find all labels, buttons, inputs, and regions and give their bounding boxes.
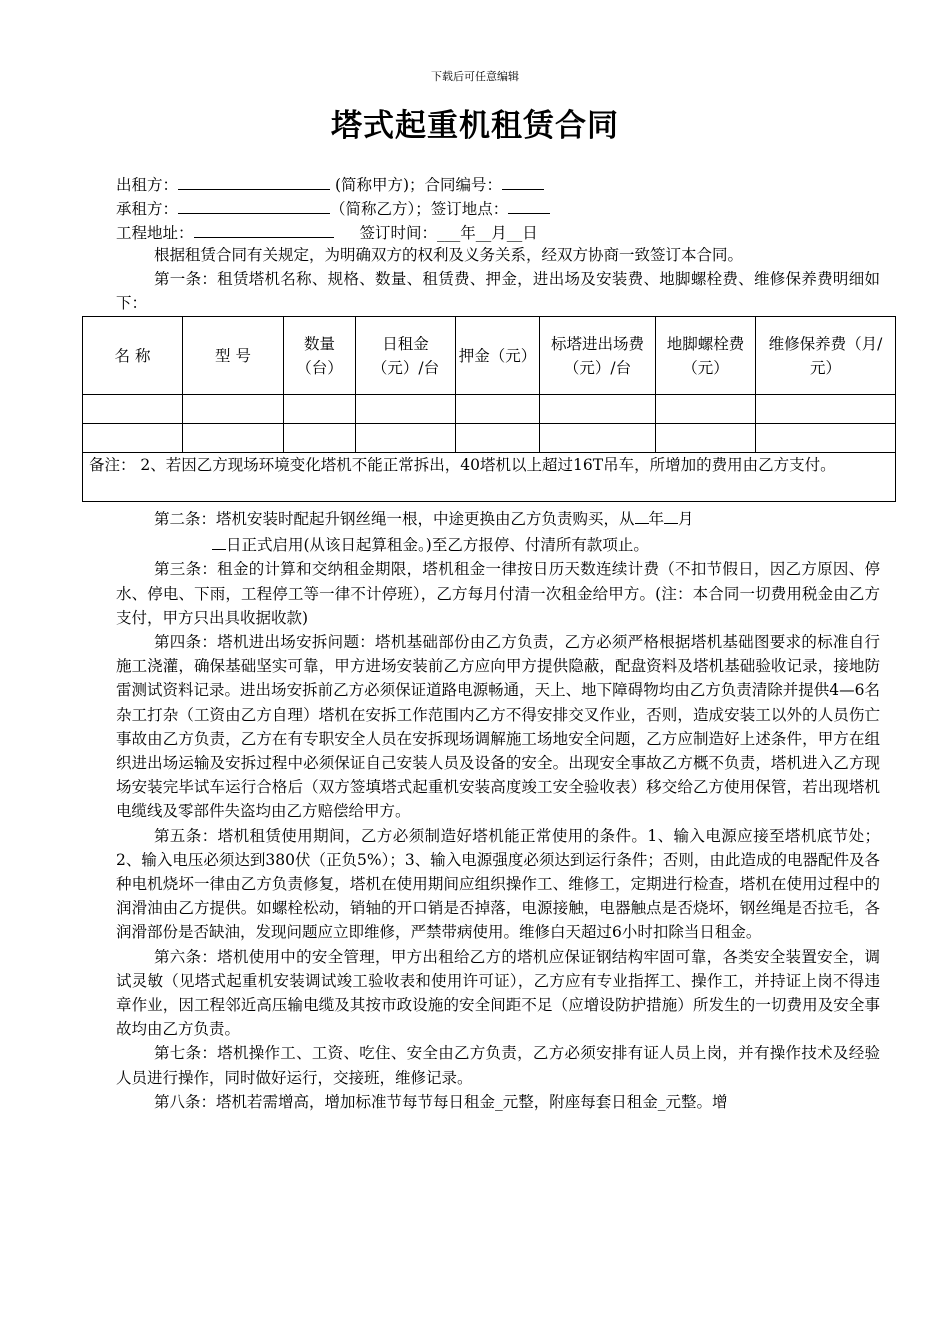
- table-cell: [83, 395, 183, 424]
- month-blank: [664, 505, 678, 524]
- article-4: 第四条：塔机进出场安拆问题：塔机基础部份由乙方负责，乙方必须严格根据塔机基础图要求的标准自行施工浇灌，确保基础坚实可靠，甲方进场安装前乙方应向甲方提供隐蔽，配盘资料及塔机基础验收记录，接地防雷测试资料记录。进出场安拆前乙方必须保证道路电源畅通，天上、地下障碍物均由乙方负责清除并提供4—6名杂工打杂（工资由乙方自理）塔机在安拆工作范围内乙方不得安排交叉作业，否则，造成安装工以外的人员伤亡事故由乙方负责，乙方在有专职安全人员在安拆现场调解施工场地安全问题，乙方应制造好上述条件，甲方在组织进出场运输及安拆过程中必须保证自己安装人员及设备的安全。出现安全事故乙方概不负责，塔机进入乙方现场安装完毕试车运行合格后（双方签填塔式起重机安装高度竣工安全验收表）移交给乙方使用保管，若出现塔机电缆线及零部件失盗均由乙方赔偿给甲方。: [116, 633, 880, 821]
- article-7: 第七条：塔机操作工、工资、吃住、安全由乙方负责，乙方必须安排有证人员上岗，并有操作技术及经验人员进行操作，同时做好运行，交接班，维修记录。: [116, 1044, 880, 1087]
- contract-header: [116, 171, 880, 316]
- article-2-year: 年: [648, 510, 665, 528]
- article-2-text: 第二条：塔机安装时配起升钢丝绳一根，中途更换由乙方负责购买，从: [154, 510, 635, 528]
- table-cell: [656, 395, 756, 424]
- table-cell: [83, 424, 183, 453]
- table-cell: [656, 424, 756, 453]
- day-blank: [212, 531, 226, 550]
- lessee-suffix: （简称乙方）；签订地点：: [330, 200, 509, 218]
- remark-text: 备注： 2、若因乙方现场环境变化塔机不能正常拆出，40塔机以上超过16T吊车，所增加的费用由乙方支付。: [89, 456, 836, 474]
- lessee-line: [116, 195, 880, 219]
- article-6: 第六条：塔机使用中的安全管理，甲方出租给乙方的塔机应保证钢结构牢固可靠，各类安全装置安全，调试灵敏（见塔式起重机安装调试竣工验收表和使用许可证），乙方应有专业指挥工、操作工，并持证上岗不得违章作业，因工程邻近高压输电缆及其按市政设施的安全间距不足（应增设防护措施）所发生的一切费用及安全事故均由乙方负责。: [116, 947, 880, 1039]
- table-row: [83, 424, 896, 453]
- table-cell: [456, 395, 540, 424]
- lessee-blank: [178, 195, 330, 214]
- header-deposit: 押金（元）: [456, 317, 540, 395]
- table-cell: [284, 424, 356, 453]
- table-row: [83, 395, 896, 424]
- header-anchor-bolt-fee: 地脚螺栓费（元）: [656, 317, 756, 395]
- contract-body: [116, 505, 880, 1114]
- site-blank: [194, 219, 334, 238]
- rental-table: [82, 316, 896, 502]
- lessor-suffix: (简称甲方)；合同编号：: [330, 176, 503, 194]
- table-cell: [540, 395, 656, 424]
- table-cell: [356, 395, 456, 424]
- lessor-line: [116, 171, 880, 195]
- article-2-text-2: 日正式启用(从该日起算租金。)至乙方报停、付清所有款项止。: [226, 536, 649, 555]
- header-maintenance-fee: 维修保养费（月/元）: [756, 317, 896, 395]
- table-cell: [756, 395, 896, 424]
- article-3: 第三条：租金的计算和交纳租金期限，塔机租金一律按日历天数连续计费（不扣节假日，因乙方原因、停水、停电、下雨，工程停工等一律不计停班），乙方每月付清一次租金给甲方。(注：本合同一切费用税金由乙方支付，甲方只出具收据收款): [116, 560, 880, 627]
- table-cell: [756, 424, 896, 453]
- sign-time: 签订时间：___年__月__日: [359, 224, 538, 242]
- lessor-blank: [178, 171, 330, 190]
- table-cell: [183, 424, 284, 453]
- article-1: 第一条：租赁塔机名称、规格、数量、租赁费、押金，进出场及安装费、地脚螺栓费、维修保养费明细如下：: [116, 270, 880, 313]
- article-2: [116, 505, 880, 531]
- header-transport-fee: 标塔进出场费（元）/台: [540, 317, 656, 395]
- table-remark: [83, 453, 896, 502]
- site-line: [116, 219, 880, 243]
- header-model: 型 号: [183, 317, 284, 395]
- site-label: 工程地址：: [116, 224, 194, 242]
- header-name: 名 称: [83, 317, 183, 395]
- contract-number-blank: [502, 171, 544, 190]
- table-cell: [456, 424, 540, 453]
- article-2-month: 月: [678, 510, 694, 528]
- year-blank: [635, 505, 649, 524]
- sign-place-blank: [508, 195, 550, 214]
- article-5: 第五条：塔机租赁使用期间，乙方必须制造好塔机能正常使用的条件。1、输入电源应接至塔机底节处；2、输入电压必须达到380伏（正负5%）；3、输入电源强度必须达到运行条件；否则，由此造成的电器配件及各种电机烧坏一律由乙方负责修复，塔机在使用期间应组织操作工、维修工，定期进行检查，塔机在使用过程中的润滑油由乙方提供。如螺栓松动，销轴的开口销是否掉落，电源接触，电器触点是否烧坏，钢丝绳是否拉毛，各润滑部份是否缺油，发现问题应立即维修，严禁带病使用。维修白天超过6小时扣除当日租金。: [116, 826, 880, 942]
- article-8: 第八条：塔机若需增高，增加标准节每节每日租金_元整，附座每套日租金_元整。增: [154, 1092, 728, 1111]
- intro-paragraph: 根据租赁合同有关规定，为明确双方的权利及义务关系，经双方协商一致签订本合同。: [154, 246, 744, 264]
- table-remark-row: [83, 453, 896, 502]
- header-daily-rent: 日租金（元）/台: [356, 317, 456, 395]
- table-cell: [284, 395, 356, 424]
- table-cell: [356, 424, 456, 453]
- header-quantity: 数量（台）: [284, 317, 356, 395]
- table-cell: [183, 395, 284, 424]
- header-note: 下载后可任意编辑: [431, 70, 519, 83]
- table-cell: [540, 424, 656, 453]
- lessor-label: 出租方：: [116, 176, 179, 194]
- article-2-cont: [116, 531, 880, 557]
- lessee-label: 承租方：: [116, 200, 179, 218]
- table-header-row: [83, 317, 896, 395]
- page-title: 塔式起重机租赁合同: [331, 108, 619, 144]
